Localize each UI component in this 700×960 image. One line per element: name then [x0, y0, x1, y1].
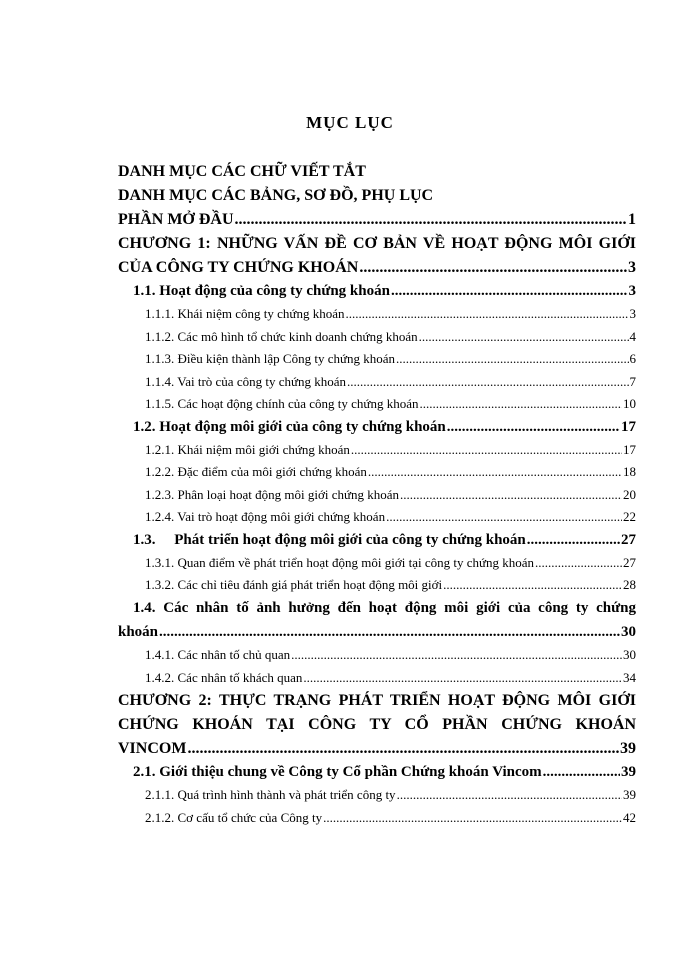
dot-leader: [391, 280, 628, 303]
toc-entry-label: 1.4.1. Các nhân tố chủ quan: [145, 647, 291, 662]
page-title: MỤC LỤC: [306, 113, 394, 132]
toc-section-1-4-line-1: 1.4. Các nhân tố ảnh hưởng đến hoạt động môi giới của công ty chứng: [133, 599, 636, 616]
toc-page-number: 10: [623, 396, 636, 411]
toc-page-number: 17: [623, 441, 636, 457]
toc-page-number: 30: [621, 624, 636, 640]
toc-entry-label: 1.1.1. Khái niệm công ty chứng khoán: [145, 306, 345, 321]
toc-entry-intro: [118, 208, 636, 232]
toc-page-number: 27: [623, 554, 636, 570]
dot-leader: [235, 208, 627, 232]
toc-entry-1-4-1: [118, 644, 636, 667]
toc-page-number: 34: [623, 669, 636, 685]
toc-entry-1-1-3: [118, 348, 636, 371]
toc-entry-label: PHẦN MỞ ĐẦU: [118, 211, 234, 228]
toc-page-number: 4: [629, 328, 636, 344]
toc-entry-1-4-2: [118, 667, 636, 690]
toc-entry-label: 2.1.1. Quá trình hình thành và phát triển công ty: [145, 787, 396, 802]
toc-entry-1-3-1: [118, 552, 636, 575]
toc-entry-1-2-3: [118, 484, 636, 507]
toc-page-number: 20: [623, 486, 636, 502]
toc-entry-label: 1.2.1. Khái niệm môi giới chứng khoán: [145, 441, 350, 457]
dot-leader: [400, 484, 622, 507]
toc-entry-label: khoán: [118, 624, 159, 640]
toc-entry-1-1-2: [118, 326, 636, 349]
toc-page-number: 39: [621, 764, 636, 780]
toc-entry-1-4: [118, 620, 636, 644]
table-of-contents: [118, 160, 636, 829]
toc-entry-label: 1.1.2. Các mô hình tổ chức kinh doanh chứng khoán: [145, 328, 418, 344]
dot-leader: [443, 574, 622, 597]
dot-leader: [323, 807, 622, 830]
toc-entry-label: 1.2. Hoạt động môi giới của công ty chứng khoán: [133, 418, 446, 435]
dot-leader: [291, 644, 622, 667]
dot-leader: [347, 371, 628, 394]
toc-entry-2-1-2: [118, 807, 636, 830]
toc-entry-label: 1.1. Hoạt động của công ty chứng khoán: [133, 283, 390, 299]
dot-leader: [159, 620, 620, 644]
toc-entry-label: 1.4.2. Các nhân tố khách quan: [145, 669, 303, 685]
toc-page-number: 3: [628, 283, 636, 299]
dot-leader: [396, 348, 628, 371]
toc-entry-chapter-1: [118, 256, 636, 280]
toc-chapter-2-line-2: CHỨNG KHOÁN TẠI CÔNG TY CỔ PHẦN CHỨNG KHOÁN: [118, 716, 636, 733]
toc-entry-label: VINCOM: [118, 740, 187, 757]
toc-page-number: 39: [620, 740, 636, 757]
toc-entry-1-2-4: [118, 506, 636, 529]
toc-entry-1-2: [118, 416, 636, 439]
dot-leader: [419, 326, 629, 349]
toc-entry-label: 1.1.5. Các hoạt động chính của công ty chứng khoán: [145, 396, 419, 411]
toc-page-number: 7: [629, 373, 636, 389]
dot-leader: [187, 737, 619, 761]
toc-entry-label: 1.2.4. Vai trò hoạt động môi giới chứng khoán: [145, 509, 386, 524]
toc-entry-chapter-2: [118, 737, 636, 761]
toc-page-number: 6: [629, 351, 636, 366]
toc-chapter-1-line-1: CHƯƠNG 1: NHỮNG VẤN ĐỀ CƠ BẢN VỀ HOẠT ĐỘNG MÔI GIỚI: [118, 235, 636, 252]
dot-leader: [397, 784, 622, 807]
toc-entry-1-3: [118, 529, 636, 552]
toc-entry-1-2-1: [118, 439, 636, 462]
dot-leader: [351, 439, 622, 462]
toc-entry-1-1-4: [118, 371, 636, 394]
toc-entry-label: 1.2.2. Đặc điểm của môi giới chứng khoán: [145, 464, 367, 479]
toc-page-number: 17: [621, 418, 636, 435]
dot-leader: [359, 256, 627, 280]
dot-leader: [345, 303, 628, 326]
toc-page-number: 22: [623, 509, 636, 524]
toc-entry-label: 1.2.3. Phân loại hoạt động môi giới chứng khoán: [145, 486, 400, 502]
toc-entry-label: 2.1. Giới thiệu chung về Công ty Cổ phần Chứng khoán Vincom: [133, 764, 542, 780]
toc-entry-label: CỦA CÔNG TY CHỨNG KHOÁN: [118, 259, 359, 276]
toc-entry-1-1-1: [118, 303, 636, 326]
toc-page-number: 30: [623, 647, 636, 662]
toc-page-number: 27: [621, 531, 636, 548]
dot-leader: [368, 461, 622, 484]
toc-entry-1-3-2: [118, 574, 636, 597]
dot-leader: [419, 393, 622, 416]
dot-leader: [386, 506, 622, 529]
toc-entry-2-1: [118, 761, 636, 784]
dot-leader: [543, 761, 620, 784]
toc-page-number: 18: [623, 464, 636, 479]
dot-leader: [303, 667, 622, 690]
dot-leader: [527, 529, 620, 552]
toc-page-number: 3: [628, 259, 636, 276]
toc-entry-label: 1.3.1. Quan điểm về phát triển hoạt động môi giới tại công ty chứng khoán: [145, 554, 535, 570]
toc-page-number: 3: [629, 306, 636, 321]
toc-entry-label: 1.1.4. Vai trò của công ty chứng khoán: [145, 373, 347, 389]
toc-entry-1-1: [118, 280, 636, 303]
toc-page-number: 1: [628, 211, 636, 228]
toc-entry-label: 2.1.2. Cơ cấu tổ chức của Công ty: [145, 809, 323, 825]
toc-entry-label: 1.3. Phát triển hoạt động môi giới của công ty chứng khoán: [133, 531, 526, 548]
dot-leader: [447, 416, 620, 439]
toc-page-number: 39: [623, 787, 636, 802]
toc-page-number: 28: [623, 577, 636, 592]
toc-entry-label: 1.3.2. Các chỉ tiêu đánh giá phát triển hoạt động môi giới: [145, 577, 443, 592]
toc-page-number: 42: [623, 809, 636, 825]
toc-tables-list: DANH MỤC CÁC BẢNG, SƠ ĐỒ, PHỤ LỤC: [118, 187, 434, 204]
toc-abbreviations: DANH MỤC CÁC CHỮ VIẾT TẮT: [118, 163, 366, 180]
toc-entry-2-1-1: [118, 784, 636, 807]
dot-leader: [535, 552, 622, 575]
toc-entry-1-2-2: [118, 461, 636, 484]
toc-entry-label: 1.1.3. Điều kiện thành lập Công ty chứng khoán: [145, 351, 396, 366]
toc-entry-1-1-5: [118, 393, 636, 416]
toc-chapter-2-line-1: CHƯƠNG 2: THỰC TRẠNG PHÁT TRIỂN HOẠT ĐỘNG MÔI GIỚI: [118, 692, 636, 709]
